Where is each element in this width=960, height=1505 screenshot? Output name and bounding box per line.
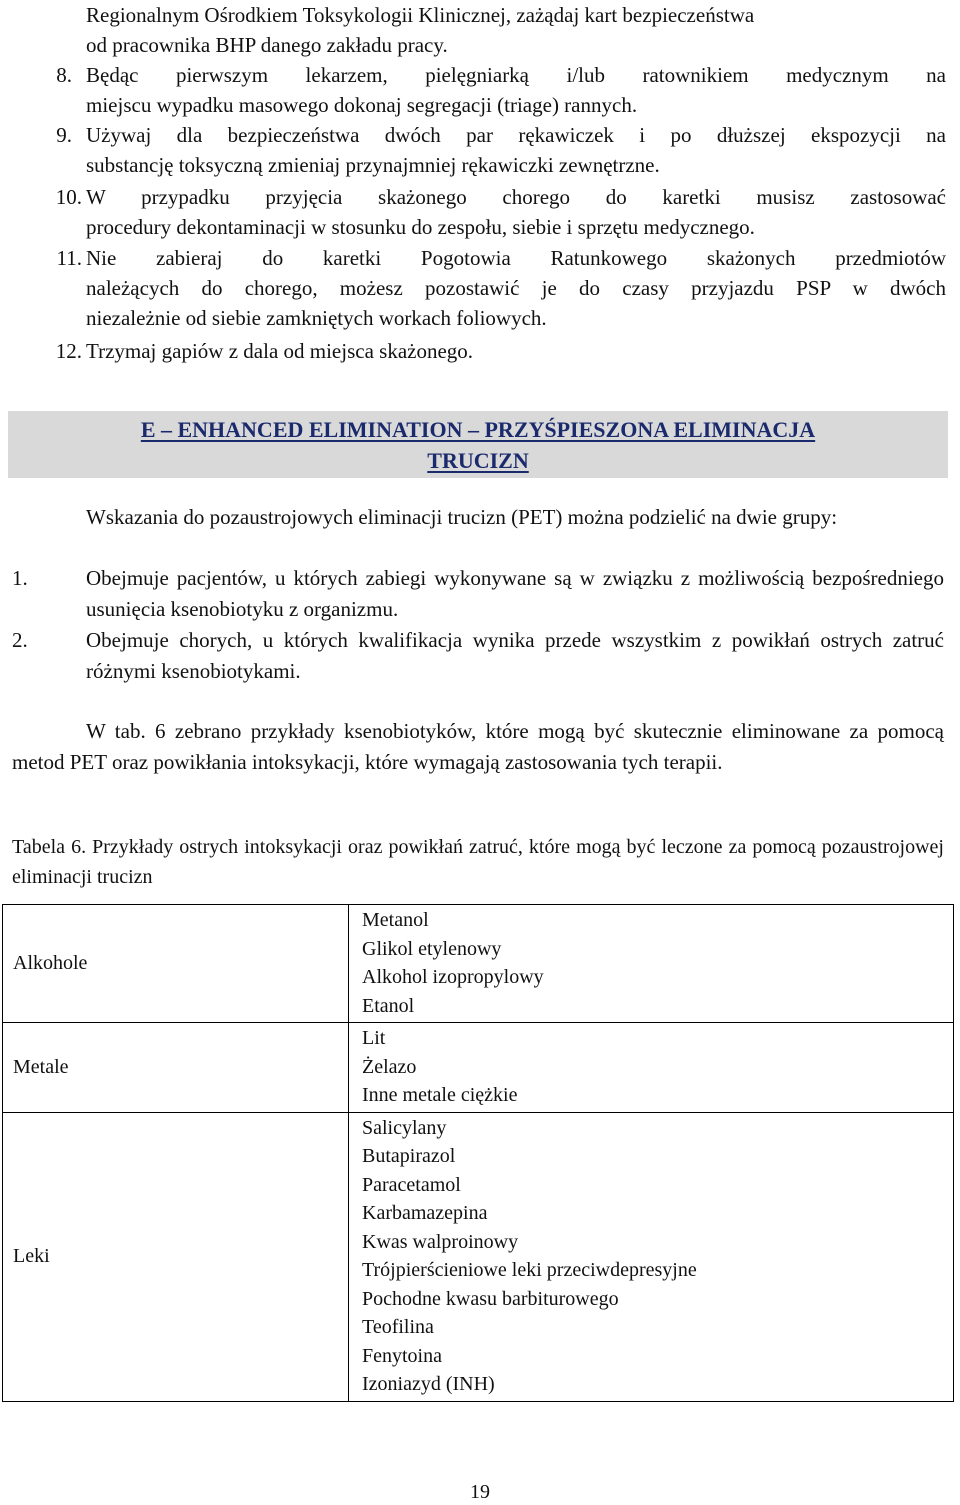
- list-item: [0, 336, 960, 366]
- list-item-line: należących do chorego, możesz pozostawić je do czasy przyjazdu PSP w dwóch: [86, 276, 946, 300]
- list-item: [0, 0, 960, 60]
- section-heading-line: TRUCIZN: [427, 448, 529, 473]
- table-reference-paragraph: W tab. 6 zebrano przykłady ksenobiotyków, które mogą być skutecznie eliminowane za pomocą metod PET oraz powikłania intoksykacji, które wymagają zastosowania tych terapii.: [12, 719, 944, 774]
- intro-paragraph: Wskazania do pozaustrojowych eliminacji trucizn (PET) można podzielić na dwie grupy:: [86, 505, 838, 529]
- table-item: Etanol: [362, 994, 415, 1017]
- table-item: Kwas walproinowy: [362, 1230, 519, 1253]
- list-item-line: od pracownika BHP danego zakładu pracy.: [86, 33, 448, 57]
- list-item-number: 8.: [56, 63, 72, 87]
- table-item: Paracetamol: [362, 1173, 461, 1196]
- table-items-cell: [349, 905, 954, 1023]
- table-items-cell: [349, 1112, 954, 1401]
- table-item: Inne metale ciężkie: [362, 1084, 518, 1106]
- table-item: Alkohol izopropylowy: [362, 966, 544, 988]
- table-category-cell: Alkohole: [3, 905, 349, 1023]
- groups-list: [12, 563, 944, 687]
- list-item-line: Będąc pierwszym lekarzem, pielęgniarką i/lub ratownikiem medycznym na: [86, 63, 946, 87]
- table-row: [3, 905, 954, 1023]
- table-item: Fenytoina: [362, 1344, 442, 1367]
- table-category-cell: Metale: [3, 1023, 349, 1113]
- list-item-line: Używaj dla bezpieczeństwa dwóch par rękawiczek i po dłuższej ekspozycji na: [86, 123, 946, 147]
- list-item-line: Trzymaj gapiów z dala od miejsca skażonego.: [86, 339, 474, 363]
- list-item-number: 11.: [56, 246, 82, 270]
- list-item: [0, 243, 960, 333]
- table-item: Glikol etylenowy: [362, 937, 502, 960]
- table-caption: Tabela 6. Przykłady ostrych intoksykacji oraz powikłań zatruć, które mogą być leczone za pomocą pozaustrojowej eliminacji trucizn: [12, 836, 944, 888]
- list-item-line: miejscu wypadku masowego dokonaj segregacji (triage) rannych.: [86, 93, 638, 117]
- table-item: Lit: [362, 1027, 386, 1049]
- page-number: 19: [470, 1481, 490, 1503]
- table-category-cell: Leki: [3, 1112, 349, 1401]
- table-row: [3, 1112, 954, 1401]
- list-item-line: niezależnie od siebie zamkniętych workach foliowych.: [86, 306, 547, 330]
- table-item: Metanol: [362, 909, 429, 931]
- xenobiotics-table: [2, 904, 954, 1402]
- list-item-number: 10.: [55, 185, 82, 209]
- section-heading: [8, 411, 948, 478]
- group-item-number: 1.: [12, 566, 28, 590]
- group-item-text: Obejmuje pacjentów, u których zabiegi wykonywane są w związku z możliwością bezpośredniego usunięcia ksenobiotyku z organizmu.: [86, 566, 944, 621]
- list-item: [0, 182, 960, 242]
- table-items-cell: [349, 1023, 954, 1113]
- list-item-number: 12.: [55, 339, 82, 363]
- list-item: [0, 120, 960, 180]
- list-item-line: substancję toksyczną zmieniaj przynajmniej rękawiczki zewnętrzne.: [86, 153, 660, 177]
- list-item: [0, 60, 960, 120]
- table-row: [3, 1023, 954, 1113]
- list-item-number: 9.: [56, 123, 72, 147]
- table-item: Trójpierścieniowe leki przeciwdepresyjne: [362, 1259, 697, 1281]
- table-item: Pochodne kwasu barbiturowego: [362, 1287, 619, 1310]
- list-item-line: procedury dekontaminacji w stosunku do zespołu, siebie i sprzętu medycznego.: [86, 215, 755, 239]
- list-item-line: Regionalnym Ośrodkiem Toksykologii Klinicznej, zażądaj kart bezpieczeństwa: [86, 3, 755, 27]
- list-item-line: W przypadku przyjęcia skażonego chorego do karetki musisz zastosować: [86, 185, 946, 209]
- table-item: Karbamazepina: [362, 1202, 488, 1224]
- table-item: Izoniazyd (INH): [362, 1373, 495, 1395]
- group-item-number: 2.: [12, 628, 28, 652]
- group-item-text: Obejmuje chorych, u których kwalifikacja wynika przede wszystkim z powikłań ostrych zatruć różnymi ksenobiotykami.: [86, 628, 944, 683]
- list-item-line: Nie zabieraj do karetki Pogotowia Ratunkowego skażonych przedmiotów: [86, 246, 946, 270]
- section-heading-line: E – ENHANCED ELIMINATION – PRZYŚPIESZONA ELIMINACJA: [140, 417, 816, 442]
- table-item: Żelazo: [362, 1055, 417, 1078]
- table-item: Butapirazol: [362, 1145, 456, 1167]
- table-item: Salicylany: [362, 1116, 447, 1139]
- table-item: Teofilina: [362, 1316, 434, 1338]
- group-item: [12, 625, 944, 687]
- group-item: [12, 563, 944, 625]
